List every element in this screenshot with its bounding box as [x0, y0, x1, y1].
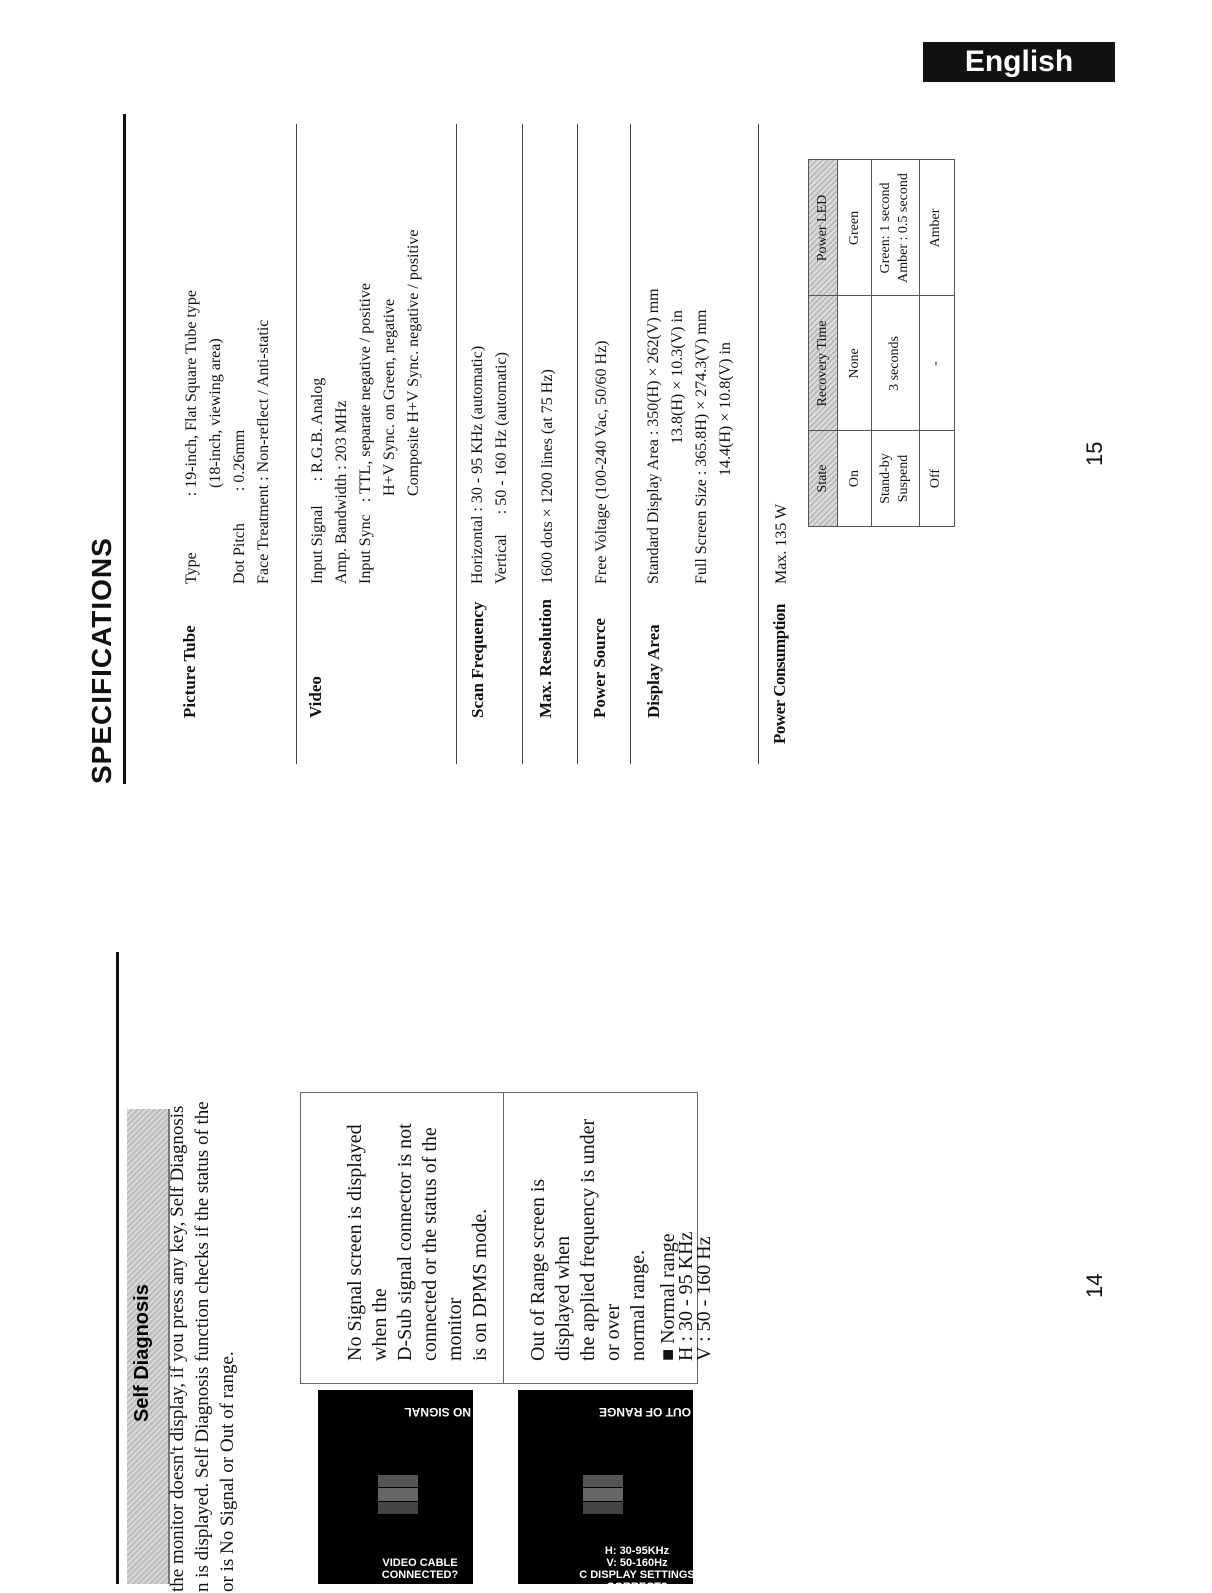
message-line: CONNECTED? [381, 1569, 459, 1581]
power-management-table [808, 159, 955, 527]
spec-label: Power Source [590, 618, 609, 718]
table-cell: Stand-by Suspend [878, 453, 911, 504]
out-of-range-screen [518, 1389, 695, 1593]
row-separator [630, 124, 631, 764]
desc-line: Out of Range screen is displayed when [527, 1178, 574, 1361]
row-divider [871, 160, 872, 526]
row-separator [296, 124, 297, 764]
desc-line: D-Sub signal connector is not [394, 1123, 416, 1361]
row-separator [522, 124, 523, 764]
spec-rule [123, 114, 126, 784]
bullet-icon: ■ [657, 1343, 679, 1361]
table-cell: 3 seconds [887, 336, 902, 391]
section-title: Self Diagnosis [131, 1284, 153, 1422]
spec-label: Picture Tube [180, 625, 199, 718]
out-of-range-screen-title: OUT OF RANGE [518, 1389, 693, 1434]
message-line: C DISPLAY SETTINGS [579, 1569, 695, 1581]
desc-line: No Signal screen is displayed when the [344, 1124, 391, 1361]
table-cell: - [928, 361, 943, 366]
desc-line: connected or the status of the monitor [419, 1127, 466, 1361]
specifications-title: SPECIFICATIONS [86, 537, 117, 784]
intro-line: the monitor doesn't display, if you press any key, Self Diagnosis [167, 1105, 188, 1592]
spec-label: Scan Frequency [468, 601, 487, 718]
normal-range-heading: ■ Normal range [657, 1233, 679, 1361]
language-badge: English [923, 42, 1115, 82]
normal-range-line: V : 50 - 160 Hz [693, 1236, 715, 1361]
spec-value: 1600 dots × 1200 lines (at 75 Hz) [539, 369, 556, 584]
row-divider [919, 160, 920, 526]
table-divider [503, 1093, 504, 1383]
message-line: VIDEO CABLE [382, 1557, 458, 1569]
diagnosis-table [300, 1092, 715, 1384]
out-of-range-description [526, 1101, 713, 1361]
spec-label: Power Consumption [770, 604, 789, 744]
no-signal-screen [318, 1389, 473, 1584]
intro-line: n is displayed. Self Diagnosis function checks if the status of the [192, 1101, 213, 1592]
spec-value: Input Signal : R.G.B. Analog Amp. Bandwidth : 203 MHz Input Sync : TTL, separate negative / positive H+V Sync. on Green, negative Composite H+V Sync. negative / positive [309, 229, 422, 584]
normal-range-block [659, 1101, 713, 1361]
normal-range-line: H : 30 - 95 KHz [675, 1231, 697, 1361]
table-cell: Green [847, 210, 862, 246]
section-rule [116, 952, 119, 1584]
color-bars [378, 1474, 418, 1514]
no-signal-screen-title: NO SIGNAL [318, 1389, 473, 1434]
spec-value: Type : 19-inch, Flat Square Tube type (18-inch, viewing area) Dot Pitch : 0.26mm Face Treatment : Non-reflect / Anti-static [183, 290, 272, 584]
row-separator [758, 124, 759, 764]
desc-line: is on DPMS mode. [469, 1208, 491, 1361]
spec-label: Display Area [644, 624, 663, 718]
spec-value: Standard Display Area : 350(H) × 262(V) mm 13.8(H) × 10.3(V) in Full Screen Size : 365.8H) × 274.3(V) mm 14.4(H) × 10.8(V) in [645, 288, 734, 584]
message-line: H: 30-95KHz [604, 1545, 670, 1557]
desc-line: normal range. [627, 1249, 649, 1361]
spec-value: Free Voltage (100-240 Vac, 50/60 Hz) [593, 340, 610, 584]
table-cell: None [847, 348, 862, 379]
intro-line: or is No Signal or Out of range. [217, 1351, 238, 1592]
row-separator [456, 124, 457, 764]
row-separator [577, 124, 578, 764]
spec-value: Horizontal : 30 - 95 KHz (automatic) Vertical : 50 - 160 Hz (automatic) [469, 345, 510, 584]
spec-label: Max. Resolution [536, 599, 555, 718]
table-cell: Amber [928, 208, 943, 248]
page-number: 15 [1082, 441, 1107, 466]
spec-label: Video [306, 676, 325, 718]
no-signal-message [345, 1557, 495, 1581]
spec-value: Max. 135 W [773, 503, 790, 584]
desc-line: the applied frequency is under or over [577, 1118, 624, 1361]
table-header: Power LED [815, 194, 830, 262]
page-number: 14 [1082, 1273, 1107, 1298]
intro-paragraph [165, 992, 240, 1592]
color-bars [583, 1474, 623, 1514]
message-line: CORRECT? [606, 1581, 668, 1593]
table-cell: On [847, 469, 862, 488]
out-of-range-message [552, 1545, 722, 1593]
table-header: State [815, 464, 830, 493]
table-cell: Green: 1 second Amber : 0.5 second [878, 173, 911, 283]
message-line: V: 50-160Hz [606, 1557, 668, 1569]
table-cell: Off [928, 468, 943, 489]
no-signal-description [343, 1101, 493, 1361]
table-header: Recovery Time [815, 320, 830, 407]
